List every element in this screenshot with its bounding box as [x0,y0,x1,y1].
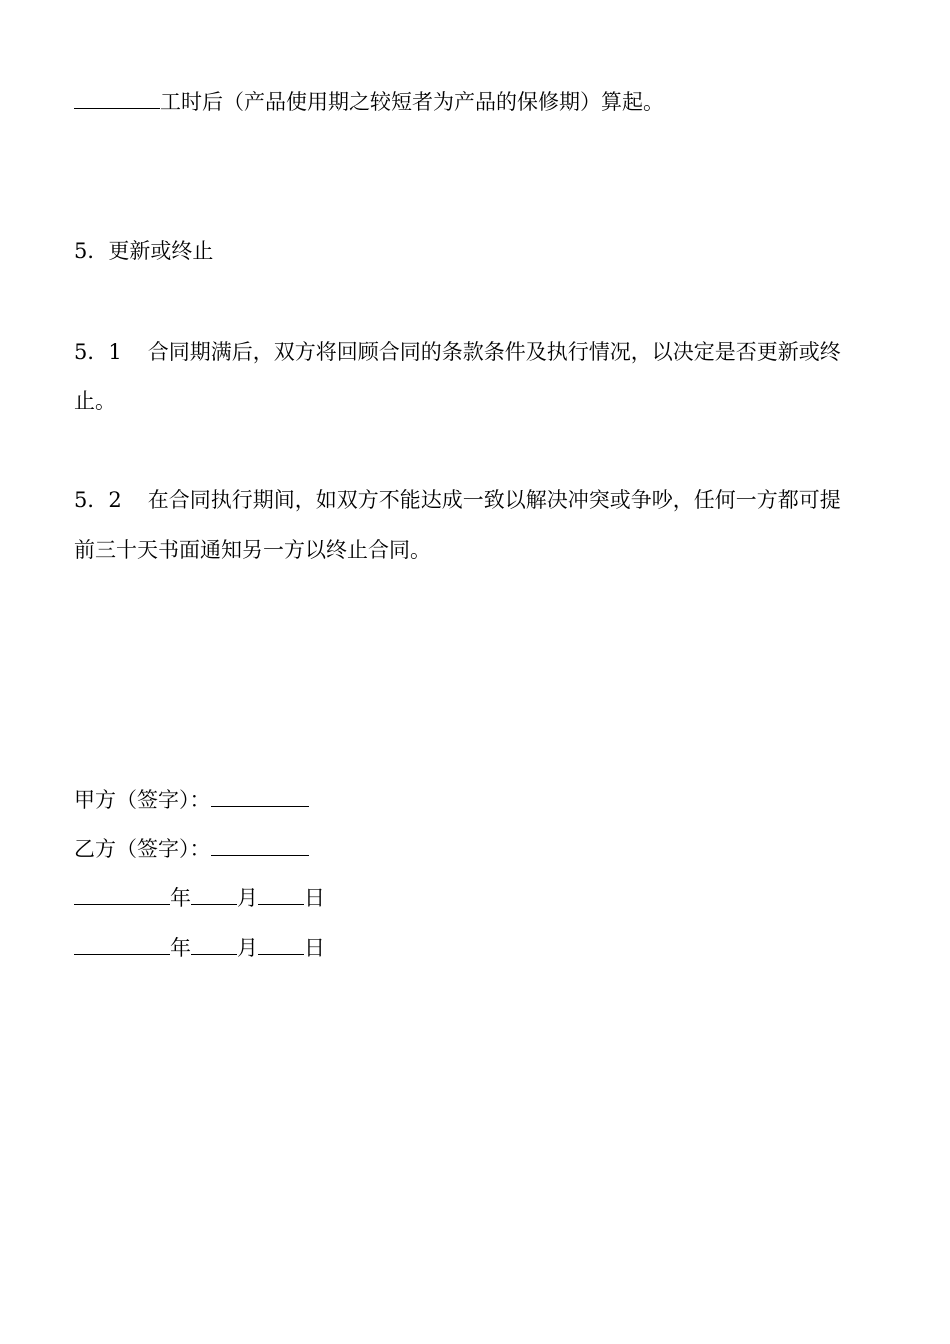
day-label: 日 [304,886,325,910]
party-b-label: 乙方（签字）： [74,837,211,861]
section-5-heading: 5．更新或终止 [74,239,214,263]
month-field[interactable] [191,934,237,955]
month-label: 月 [237,936,258,960]
clause-5-1-line-1 [74,338,841,366]
party-a-label: 甲方（签字）： [74,788,211,812]
clause-5-2-line-2: 前三十天书面通知另一方以终止合同。 [74,538,431,562]
warranty-continuation-text: 工时后（产品使用期之较短者为产品的保修期）算起。 [160,90,664,114]
clause-5-1-text: 合同期满后，双方将回顾合同的条款条件及执行情况，以决定是否更新或终 [147,340,841,364]
year-label: 年 [170,886,191,910]
month-field[interactable] [191,884,237,905]
date-row-1 [74,884,325,912]
day-field[interactable] [258,934,304,955]
blank-field[interactable] [74,88,160,109]
month-label: 月 [237,886,258,910]
year-field[interactable] [74,884,170,905]
party-b-signature-row [74,835,309,863]
clause-5-2-text: 在合同执行期间，如双方不能达成一致以解决冲突或争吵，任何一方都可提 [147,488,841,512]
day-field[interactable] [258,884,304,905]
party-a-signature-row [74,786,309,814]
day-label: 日 [304,936,325,960]
party-b-signature-field[interactable] [211,835,309,856]
year-label: 年 [170,936,191,960]
clause-5-2-line-1 [74,486,841,514]
date-row-2 [74,934,325,962]
clause-5-1-line-2: 止。 [74,389,116,413]
party-a-signature-field[interactable] [211,786,309,807]
clause-5-2-number: 5．2 [74,488,122,512]
warranty-continuation-line [74,88,664,116]
year-field[interactable] [74,934,170,955]
clause-5-1-number: 5．1 [74,340,122,364]
